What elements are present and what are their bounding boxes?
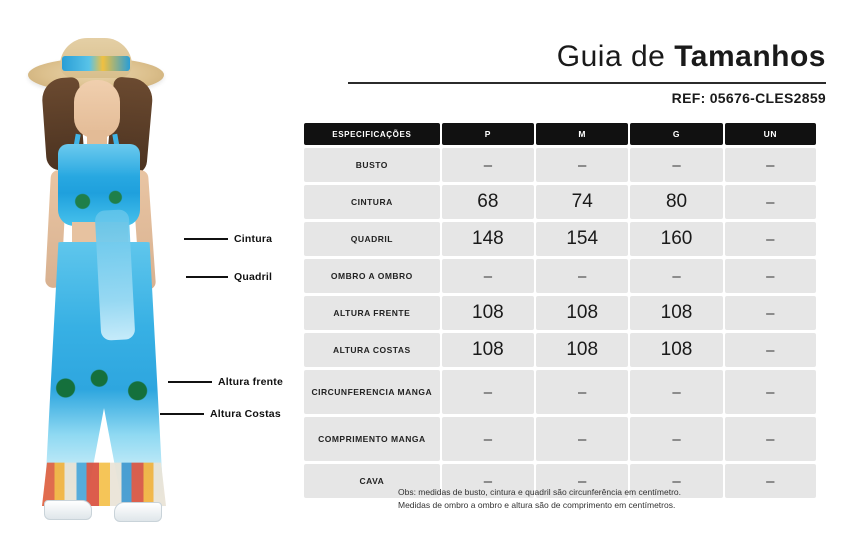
- title-divider: [348, 82, 826, 84]
- table-row: [304, 333, 816, 367]
- cell-altura-costas-un: –: [725, 333, 816, 367]
- callout-altura-costas: [160, 408, 281, 420]
- cell-cava-m: –: [536, 464, 628, 498]
- cell-busto-g: –: [630, 148, 722, 182]
- cell-altura-costas-g: 108: [630, 333, 722, 367]
- cell-cava-un: –: [725, 464, 816, 498]
- footnote: [398, 486, 681, 512]
- model-illustration: [14, 30, 210, 520]
- row-label-circunferencia-manga: CIRCUNFERENCIA MANGA: [304, 370, 440, 414]
- footnote-line-2: Medidas de ombro a ombro e altura são de comprimento em centímetros.: [398, 500, 676, 511]
- footnote-line-1: Obs: medidas de busto, cintura e quadril são circunferência em centímetro.: [398, 487, 682, 497]
- callout-label-cintura: Cintura: [234, 233, 273, 245]
- cell-busto-p: –: [442, 148, 534, 182]
- page-title: [557, 40, 826, 74]
- cell-cintura-p: 68: [442, 185, 534, 219]
- callout-line-altura-frente: [168, 381, 212, 383]
- size-chart-panel: [290, 0, 846, 534]
- callout-label-quadril: Quadril: [234, 271, 273, 283]
- cell-cintura-m: 74: [536, 185, 628, 219]
- cell-comp-manga-g: –: [630, 417, 722, 461]
- shoe-right: [114, 502, 162, 522]
- cell-altura-costas-m: 108: [536, 333, 628, 367]
- cell-altura-frente-un: –: [725, 296, 816, 330]
- cell-busto-m: –: [536, 148, 628, 182]
- cell-altura-frente-m: 108: [536, 296, 628, 330]
- cell-ombro-m: –: [536, 259, 628, 293]
- row-label-cava: CAVA: [304, 464, 440, 498]
- size-table: [302, 120, 818, 501]
- table-row: [304, 370, 816, 414]
- product-reference: REF: 05676-CLES2859: [671, 90, 826, 106]
- cell-quadril-un: –: [725, 222, 816, 256]
- row-label-quadril: QUADRIL: [304, 222, 440, 256]
- cell-quadril-p: 148: [442, 222, 534, 256]
- table-row: [304, 148, 816, 182]
- cell-altura-frente-g: 108: [630, 296, 722, 330]
- cell-comp-manga-un: –: [725, 417, 816, 461]
- column-header-spec: ESPECIFICAÇÕES: [304, 123, 440, 145]
- callout-quadril: [186, 271, 272, 283]
- column-header-g: G: [630, 123, 722, 145]
- row-label-altura-frente: ALTURA FRENTE: [304, 296, 440, 330]
- table-header-row: [304, 123, 816, 145]
- row-label-altura-costas: ALTURA COSTAS: [304, 333, 440, 367]
- cell-altura-costas-p: 108: [442, 333, 534, 367]
- row-label-ombro-a-ombro: OMBRO A OMBRO: [304, 259, 440, 293]
- page-title-bold: Tamanhos: [674, 40, 826, 73]
- callout-cintura: [184, 233, 272, 245]
- callout-line-altura-costas: [160, 413, 204, 415]
- waist-sash: [95, 209, 136, 341]
- table-row: [304, 296, 816, 330]
- shoe-left: [44, 500, 92, 520]
- cell-cintura-un: –: [725, 185, 816, 219]
- callout-label-altura-costas: Altura Costas: [210, 408, 281, 420]
- table-row: [304, 259, 816, 293]
- cell-circ-manga-m: –: [536, 370, 628, 414]
- cell-altura-frente-p: 108: [442, 296, 534, 330]
- callout-line-quadril: [186, 276, 228, 278]
- cell-quadril-g: 160: [630, 222, 722, 256]
- row-label-cintura: CINTURA: [304, 185, 440, 219]
- column-header-m: M: [536, 123, 628, 145]
- cell-circ-manga-un: –: [725, 370, 816, 414]
- table-row: [304, 417, 816, 461]
- palm-print: [44, 360, 164, 430]
- cell-comp-manga-p: –: [442, 417, 534, 461]
- callout-altura-frente: [168, 376, 283, 388]
- cell-ombro-g: –: [630, 259, 722, 293]
- callout-label-altura-frente: Altura frente: [218, 376, 284, 388]
- row-label-comprimento-manga: COMPRIMENTO MANGA: [304, 417, 440, 461]
- callout-line-cintura: [184, 238, 228, 240]
- column-header-un: UN: [725, 123, 816, 145]
- cell-cintura-g: 80: [630, 185, 722, 219]
- table-row: [304, 185, 816, 219]
- cell-quadril-m: 154: [536, 222, 628, 256]
- cell-circ-manga-p: –: [442, 370, 534, 414]
- cell-ombro-un: –: [725, 259, 816, 293]
- hat-band: [62, 56, 130, 71]
- row-label-busto: BUSTO: [304, 148, 440, 182]
- cell-busto-un: –: [725, 148, 816, 182]
- cell-cava-p: –: [442, 464, 534, 498]
- page-title-light: Guia de: [556, 40, 675, 73]
- column-header-p: P: [442, 123, 534, 145]
- cell-ombro-p: –: [442, 259, 534, 293]
- model-photo-panel: [0, 0, 290, 534]
- cell-circ-manga-g: –: [630, 370, 722, 414]
- table-row: [304, 222, 816, 256]
- cell-cava-g: –: [630, 464, 722, 498]
- cell-comp-manga-m: –: [536, 417, 628, 461]
